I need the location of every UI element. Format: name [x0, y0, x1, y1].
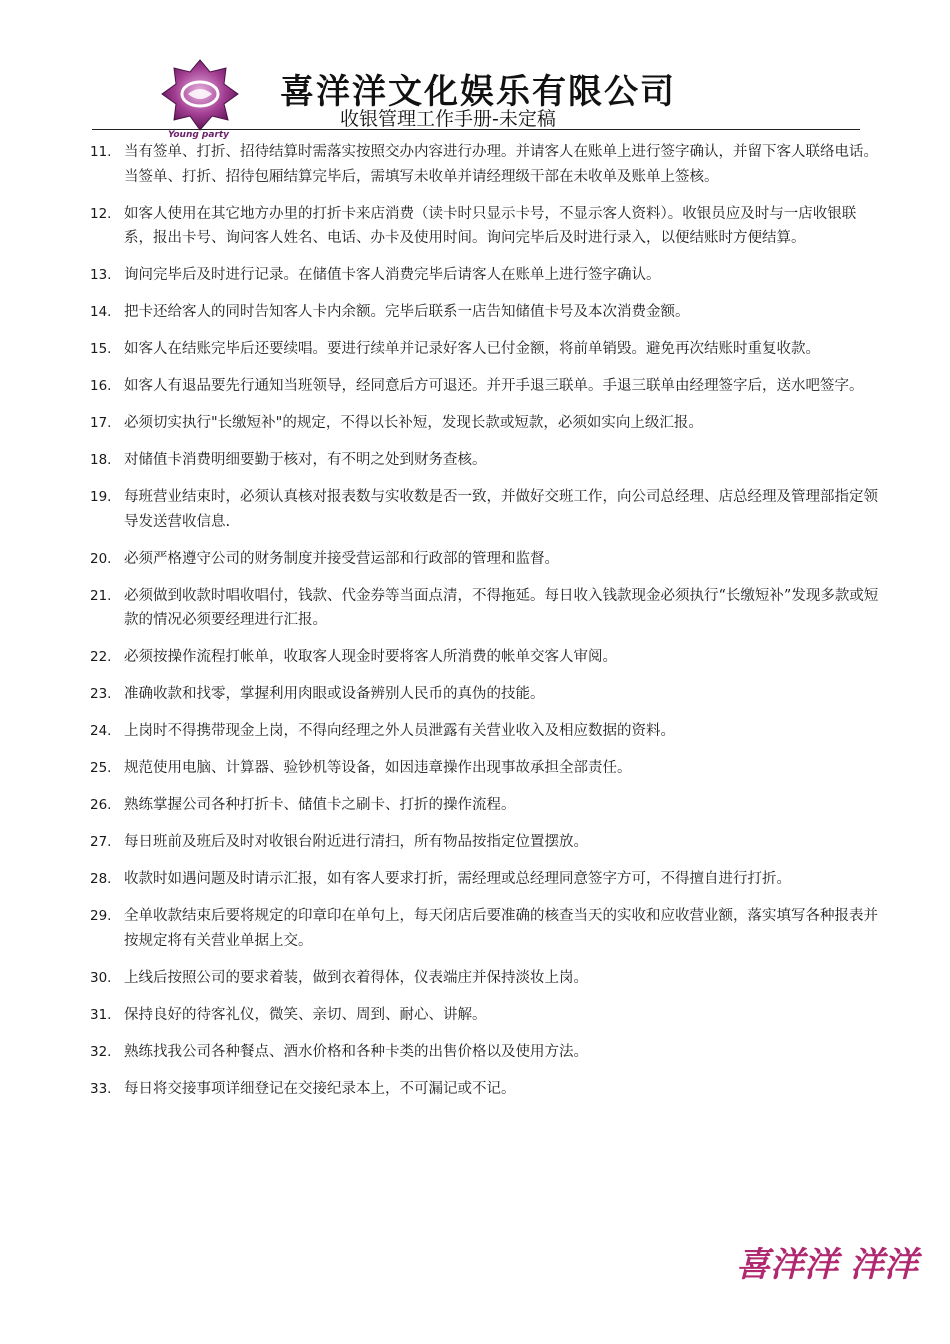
list-item — [90, 584, 880, 633]
item-number: 33. — [90, 1080, 112, 1097]
item-number: 27. — [90, 834, 112, 850]
item-text: 对储值卡消费明细要勤于核对，有不明之处到财务查核。 — [124, 452, 487, 468]
item-number: 32. — [90, 1043, 112, 1060]
list-item — [90, 1040, 880, 1065]
item-text: 如客人有退品要先行通知当班领导，经同意后方可退还。并开手退三联单。手退三联单由经理签字后，送水吧签字。 — [124, 378, 864, 394]
list-item — [90, 867, 880, 892]
item-text: 把卡还给客人的同时告知客人卡内余额。完毕后联系一店告知储值卡号及本次消费金额。 — [124, 304, 690, 320]
brand-wordmark-text: 喜洋洋 洋洋 — [736, 1245, 918, 1285]
item-number: 11. — [90, 144, 112, 160]
item-text: 保持良好的待客礼仪，微笑、亲切、周到、耐心、讲解。 — [124, 1006, 487, 1023]
item-text: 必须按操作流程打帐单，收取客人现金时要将客人所消费的帐单交客人审阅。 — [124, 649, 617, 665]
item-text: 当有签单、打折、招待结算时需落实按照交办内容进行办理。并请客人在账单上进行签字确认，并留下客人联络电话。当签单、打折、招待包厢结算完毕后，需填写未收单并请经理级干部在未收单及账单上签核。 — [124, 144, 878, 185]
rules-list — [90, 140, 880, 1114]
item-text: 必须严格遵守公司的财务制度并接受营运部和行政部的管理和监督。 — [124, 550, 559, 567]
item-number: 13. — [90, 267, 112, 283]
logo-caption: Young party — [168, 130, 230, 140]
item-number: 17. — [90, 415, 112, 431]
item-text: 每班营业结束时，必须认真核对报表数与实收数是否一致，并做好交班工作，向公司总经理、店总经理及管理部指定领导发送营收信息. — [124, 489, 878, 530]
item-number: 30. — [90, 969, 112, 986]
item-number: 31. — [90, 1006, 112, 1023]
item-text: 上岗时不得携带现金上岗，不得向经理之外人员泄露有关营业收入及相应数据的资料。 — [124, 723, 675, 739]
item-text: 全单收款结束后要将规定的印章印在单句上，每天闭店后要准确的核查当天的实收和应收营业额，落实填写各种报表并按规定将有关营业单据上交。 — [124, 908, 878, 949]
list-item — [90, 374, 880, 399]
item-number: 24. — [90, 723, 112, 739]
item-number: 26. — [90, 797, 112, 813]
item-number: 19. — [90, 489, 112, 505]
list-item — [90, 547, 880, 572]
item-number: 25. — [90, 760, 112, 776]
list-item — [90, 202, 880, 251]
item-text: 熟练掌握公司各种打折卡、储值卡之刷卡、打折的操作流程。 — [124, 797, 516, 813]
item-number: 28. — [90, 871, 112, 887]
header-divider — [92, 129, 860, 130]
item-text: 准确收款和找零，掌握利用肉眼或设备辨别人民币的真伪的技能。 — [124, 686, 545, 702]
item-text: 每日将交接事项详细登记在交接纪录本上，不可漏记或不记。 — [124, 1080, 516, 1097]
item-text: 每日班前及班后及时对收银台附近进行清扫，所有物品按指定位置摆放。 — [124, 834, 588, 850]
item-number: 22. — [90, 649, 112, 665]
list-item — [90, 1003, 880, 1028]
list-item — [90, 411, 880, 436]
item-text: 熟练找我公司各种餐点、酒水价格和各种卡类的出售价格以及使用方法。 — [124, 1043, 588, 1060]
item-text: 收款时如遇问题及时请示汇报，如有客人要求打折，需经理或总经理同意签字方可，不得擅自进行打折。 — [124, 871, 791, 887]
list-item — [90, 1077, 880, 1102]
brand-wordmark — [732, 1238, 942, 1288]
item-number: 14. — [90, 304, 112, 320]
list-item — [90, 793, 880, 818]
item-number: 23. — [90, 686, 112, 702]
item-number: 15. — [90, 341, 112, 357]
list-item — [90, 263, 880, 288]
item-number: 12. — [90, 205, 112, 222]
list-item — [90, 448, 880, 473]
list-item — [90, 966, 880, 991]
list-item — [90, 300, 880, 325]
item-text: 规范使用电脑、计算器、验钞机等设备，如因违章操作出现事故承担全部责任。 — [124, 760, 632, 776]
list-item — [90, 140, 880, 189]
list-item — [90, 645, 880, 670]
item-text: 必须做到收款时唱收唱付，钱款、代金券等当面点清，不得拖延。每日收入钱款现金必须执行“长缴短补”发现多款或短款的情况必须要经理进行汇报。 — [124, 587, 879, 628]
list-item — [90, 830, 880, 855]
list-item — [90, 485, 880, 534]
item-number: 20. — [90, 550, 112, 567]
document-subtitle: 收银管理工作手册-未定稿 — [340, 108, 556, 130]
item-text: 上线后按照公司的要求着装，做到衣着得体，仪表端庄并保持淡妆上岗。 — [124, 969, 588, 986]
list-item — [90, 719, 880, 744]
item-number: 18. — [90, 452, 112, 468]
list-item — [90, 682, 880, 707]
item-text: 如客人在结账完毕后还要续唱。要进行续单并记录好客人已付金额，将前单销毁。避免再次结账时重复收款。 — [124, 341, 820, 357]
list-item — [90, 337, 880, 362]
list-item — [90, 904, 880, 953]
item-number: 16. — [90, 378, 112, 394]
item-text: 询问完毕后及时进行记录。在储值卡客人消费完毕后请客人在账单上进行签字确认。 — [124, 267, 661, 283]
item-number: 21. — [90, 587, 112, 604]
item-text: 如客人使用在其它地方办里的打折卡来店消费（读卡时只显示卡号，不显示客人资料）。收银员应及时与一店收银联系，报出卡号、询问客人姓名、电话、办卡及使用时间。询问完毕后及时进行录入，以便结账时方便结算。 — [124, 205, 857, 246]
list-item — [90, 756, 880, 781]
item-number: 29. — [90, 908, 112, 924]
company-name: 喜洋洋文化娱乐有限公司 — [280, 72, 676, 112]
item-text: 必须切实执行"长缴短补"的规定，不得以长补短，发现长款或短款，必须如实向上级汇报。 — [124, 415, 703, 431]
